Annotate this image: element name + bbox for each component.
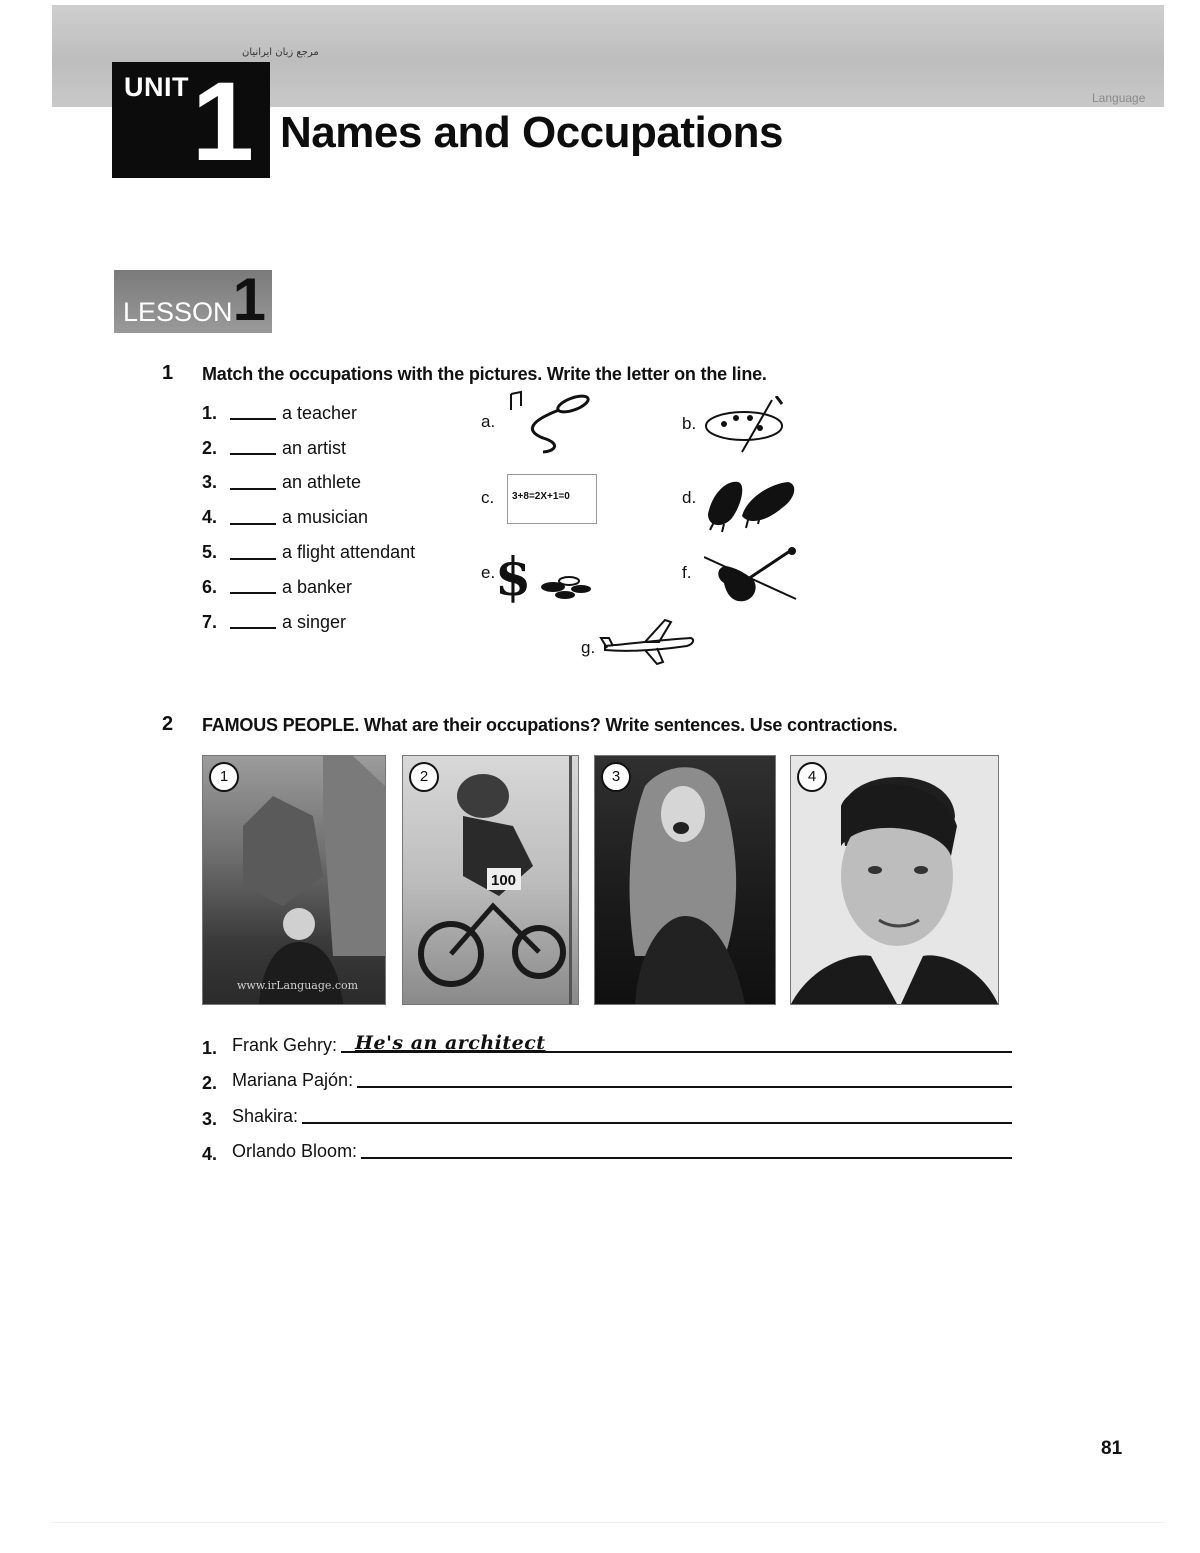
lesson-number: 1	[232, 266, 266, 333]
answer-line[interactable]	[357, 1064, 1012, 1088]
person-name: Orlando Bloom:	[232, 1141, 358, 1161]
svg-text:$: $	[495, 549, 532, 608]
list-item	[202, 535, 415, 570]
item-number: 5.	[202, 542, 218, 563]
airplane-icon	[599, 618, 699, 668]
bottom-divider	[52, 1522, 1164, 1523]
page-number: 81	[1101, 1438, 1123, 1459]
item-number: 4.	[202, 507, 218, 528]
watermark-text: www.irLanguage.com	[237, 979, 359, 992]
answer-blank[interactable]	[230, 441, 276, 455]
list-item	[202, 1094, 1012, 1130]
item-number: 7.	[202, 611, 218, 632]
occupation-text: an athlete	[282, 472, 362, 493]
person-name: Mariana Pajón:	[232, 1070, 354, 1090]
answer-line[interactable]	[341, 1029, 1012, 1053]
unit-number: 1	[191, 59, 254, 184]
photo-number: 4	[797, 762, 827, 792]
exercise1-number: 1	[162, 362, 174, 384]
item-number: 6.	[202, 576, 218, 597]
banner-faint-text: Language	[1092, 91, 1146, 105]
unit-title: Names and Occupations	[280, 108, 783, 157]
answer-blank[interactable]	[230, 546, 276, 560]
answer-blank[interactable]	[230, 476, 276, 490]
item-number: 2.	[202, 437, 218, 458]
picture-label: a.	[481, 412, 496, 431]
item-number: 1.	[202, 402, 218, 423]
person-name: Shakira:	[232, 1105, 299, 1126]
occupation-text: a banker	[282, 576, 353, 597]
photo-mariana-pajon	[402, 755, 579, 1005]
portrait-illustration	[791, 756, 998, 1004]
item-number: 1.	[202, 1037, 218, 1058]
list-item	[202, 396, 415, 431]
unit-label: UNIT	[124, 72, 189, 102]
picture-label: f.	[682, 563, 692, 582]
list-item	[202, 1023, 1012, 1059]
photo-orlando-bloom	[790, 755, 999, 1005]
person-name: Frank Gehry:	[232, 1034, 338, 1055]
item-number: 4.	[202, 1144, 218, 1164]
photo-shakira	[594, 755, 776, 1005]
picture-label: d.	[682, 488, 697, 507]
list-item	[202, 605, 415, 640]
photo-number: 1	[209, 762, 239, 792]
lesson-label: LESSON	[123, 297, 233, 327]
list-item	[202, 431, 415, 466]
handwritten-answer: He's an architect	[355, 1031, 546, 1054]
picture-label: e.	[481, 563, 496, 582]
answer-blank[interactable]	[230, 580, 276, 594]
answer-line[interactable]	[302, 1100, 1012, 1124]
list-item	[202, 1059, 1012, 1095]
occupation-text: a flight attendant	[282, 542, 416, 563]
picture-label: b.	[682, 414, 697, 433]
occupation-text: a teacher	[282, 402, 358, 423]
unit-badge	[112, 59, 270, 184]
microphone-icon	[503, 390, 593, 454]
match-list	[202, 396, 415, 640]
item-number: 3.	[202, 472, 218, 493]
item-number: 3.	[202, 1108, 218, 1129]
answer-blank[interactable]	[230, 406, 276, 420]
picture-label: g.	[581, 638, 596, 657]
bmx-rider-illustration	[403, 756, 578, 1004]
occupation-text: a musician	[282, 507, 369, 528]
photo-number: 3	[601, 762, 631, 792]
running-shoes-icon	[702, 474, 802, 534]
item-number: 2.	[202, 1073, 218, 1093]
photo-number: 2	[409, 762, 439, 792]
banner-note: مرجع زبان ایرانیان	[242, 47, 319, 58]
answer-blank[interactable]	[230, 511, 276, 525]
chalkboard-equation: 3+8=2X+1=0	[512, 491, 570, 502]
chalkboard-icon	[507, 474, 597, 524]
building-illustration	[203, 756, 385, 1004]
exercise2-number: 2	[162, 713, 174, 735]
exercise2-instruction: FAMOUS PEOPLE. What are their occupations? Write sentences. Use contractions.	[202, 715, 898, 735]
lesson-badge	[114, 266, 272, 333]
answer-line[interactable]	[361, 1135, 1012, 1159]
list-item	[202, 500, 415, 535]
occupation-text: an artist	[282, 437, 347, 458]
paint-palette-icon	[702, 396, 792, 460]
list-item	[202, 1130, 1012, 1166]
race-bib: 100	[491, 872, 517, 889]
exercise1-instruction: Match the occupations with the pictures. Write the letter on the line.	[202, 364, 767, 384]
photo-frank-gehry	[202, 755, 386, 1005]
occupation-text: a singer	[282, 611, 347, 632]
list-item	[202, 466, 415, 501]
sentence-list	[202, 1023, 1012, 1165]
violin-icon	[704, 547, 804, 613]
money-icon	[495, 549, 605, 609]
picture-label: c.	[481, 488, 495, 507]
list-item	[202, 570, 415, 605]
singer-illustration	[595, 756, 775, 1004]
answer-blank[interactable]	[230, 615, 276, 629]
